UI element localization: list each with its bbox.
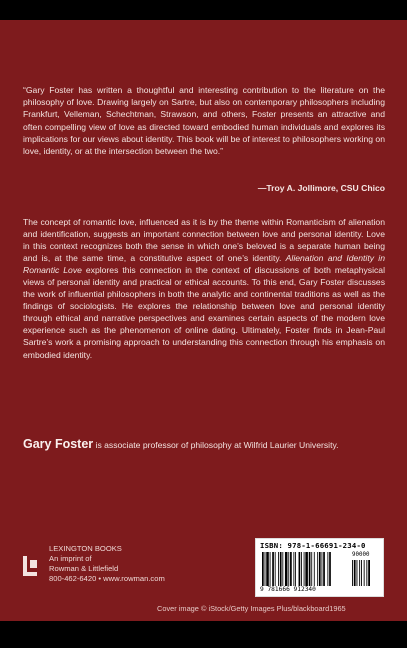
publisher-block (23, 544, 223, 588)
back-cover (0, 20, 407, 621)
lexington-logo-icon (23, 556, 37, 576)
book-title: Alienation and Identity in Romantic Love (23, 253, 385, 276)
barcode-digits: 9 781666 912340 (260, 586, 316, 593)
publisher-name: LEXINGTON BOOKS (49, 544, 122, 553)
author-bio-text: is associate professor of philosophy at Wilfrid Laurier University. (93, 440, 339, 450)
publisher-imprint-line: An imprint of (49, 554, 92, 563)
description-part-2: explores this connection in the context of discussions of both metaphysical views of personal identity and practical or ethical accounts. To this end, Gary Foster discusses the work of influential philosophers in both the analytic and continental traditions as well as the findings of sociologists. He explores the relationship between love and personal identity through ethical and narrative perspectives and examines certain aspects of the modern love experience such as the phenomenon of online dating. Ultimately, Foster finds in Jean-Paul Sartre’s work a promising approach to understanding this connection through his emphasis on embodied identity. (23, 265, 385, 360)
barcode-addon: 90000 (352, 552, 370, 558)
publisher-text (49, 544, 165, 584)
endorsement-quote: “Gary Foster has written a thoughtful and interesting contribution to the literature on the philosophy of love. Drawing largely on Sartre, but also on contemporary philosophers including Frankfurt, Velleman, Schechtman, Strawson, and others, Foster presents an attractive and often compelling view of love as directed toward embodied human individuals and explores its implications for our views about identity. This book will be of interest to philosophers working on love, identity, or at the intersection between the two.” (23, 85, 385, 157)
author-name: Gary Foster (23, 437, 94, 451)
barcode (255, 538, 384, 597)
book-description (23, 216, 385, 361)
top-black-bar (0, 0, 407, 20)
publisher-parent: Rowman & Littlefield (49, 564, 119, 573)
bottom-black-bar (0, 621, 407, 648)
isbn-text: ISBN: 978-1-66691-234-0 (260, 541, 366, 550)
author-bio (23, 437, 398, 451)
cover-image-credit: Cover image © iStock/Getty Images Plus/blackboard1965 (157, 604, 346, 613)
publisher-contact: 800-462-6420 • www.rowman.com (49, 574, 165, 583)
endorsement-attribution: —Troy A. Jollimore, CSU Chico (257, 183, 385, 193)
description-part-1: The concept of romantic love, influenced as it is by the theme within Romanticism of alienation and identification, suggests an important connection between love and personal identity. Love in this context recognizes both the sense in which one’s beloved is a separate human being and is, at the same time, a constitutive aspect of one’s identity. (23, 217, 385, 264)
